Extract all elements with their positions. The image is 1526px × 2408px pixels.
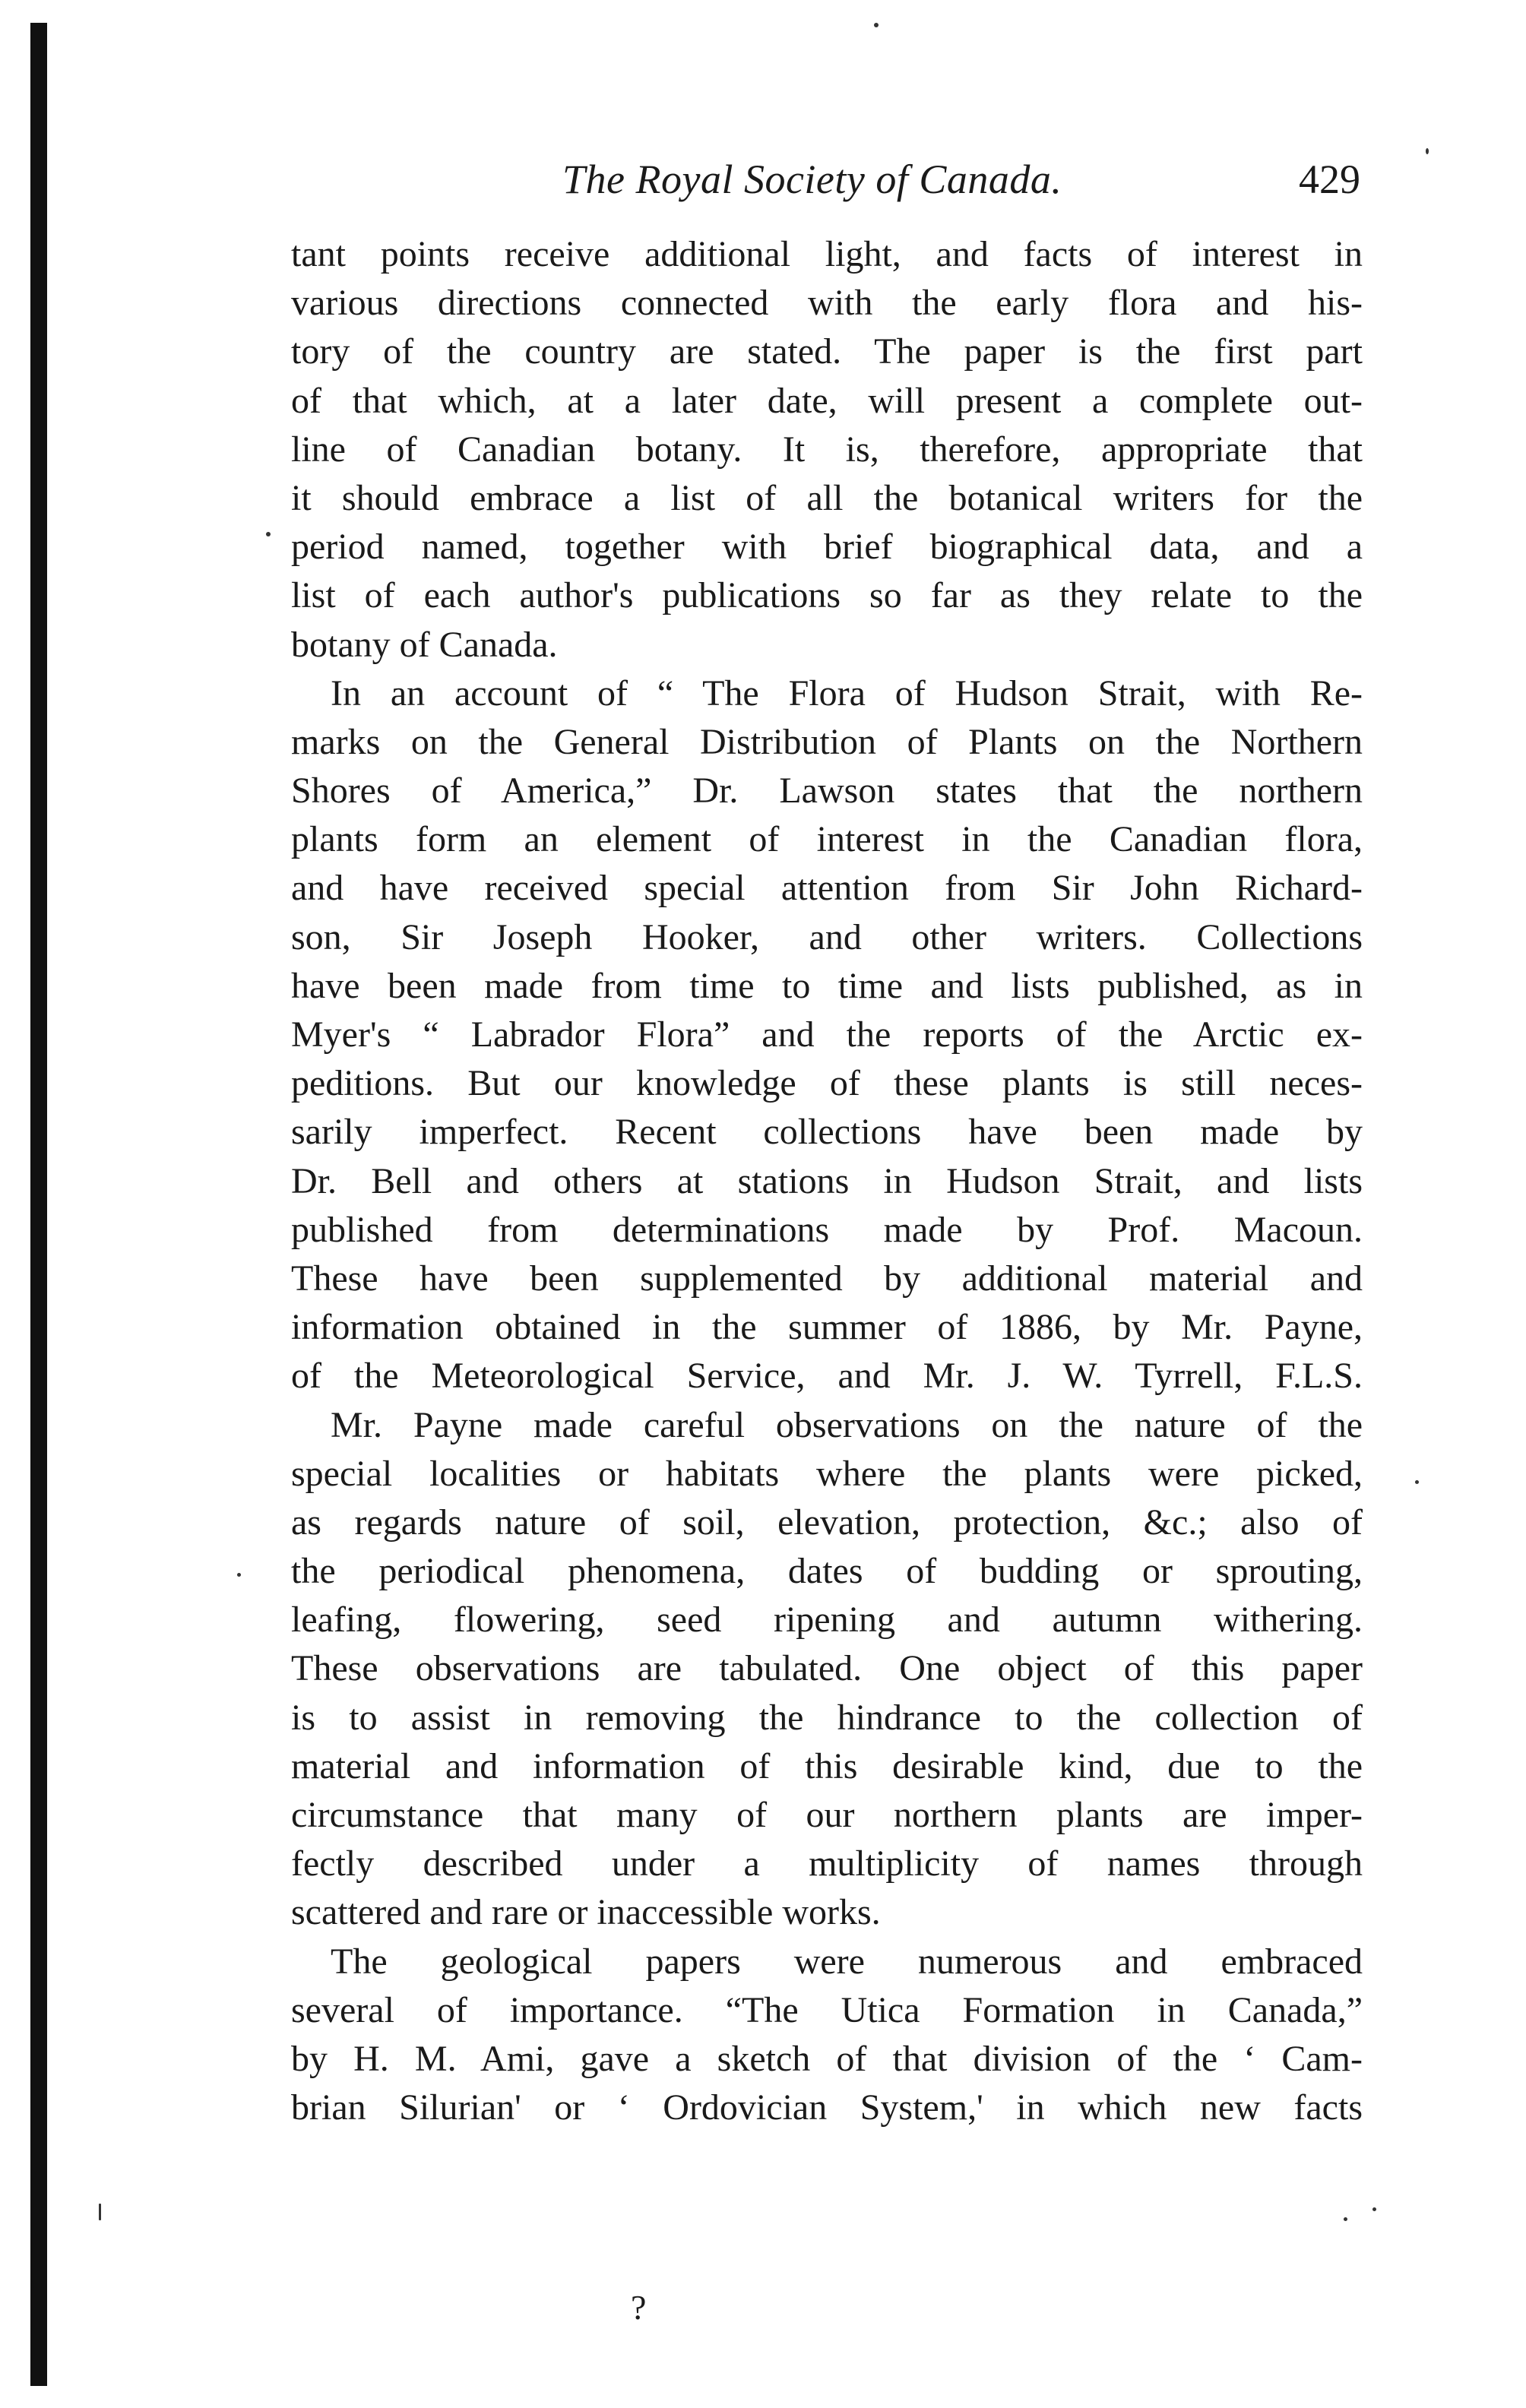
text-line: and have received special attention from Sir John Richard-	[291, 868, 1363, 909]
text-line: plants form an element of interest in the Canadian flora,	[291, 819, 1363, 860]
text-line: marks on the General Distribution of Plants on the Northern	[291, 721, 1363, 762]
text-line: various directions connected with the early flora and his-	[291, 283, 1363, 324]
text-line: circumstance that many of our northern plants are imper-	[291, 1795, 1363, 1835]
text-line: information obtained in the summer of 1886, by Mr. Payne,	[291, 1307, 1363, 1348]
text-line: of the Meteorological Service, and Mr. J. W. Tyrrell, F.L.S.	[291, 1356, 1363, 1397]
text-line: special localities or habitats where the plants were picked,	[291, 1453, 1363, 1494]
text-line: leafing, flowering, seed ripening and autumn withering.	[291, 1600, 1363, 1641]
ink-speck	[1344, 2217, 1347, 2221]
text-line: Mr. Payne made careful observations on the nature of the	[331, 1404, 1363, 1445]
text-line: scattered and rare or inaccessible works.	[291, 1892, 881, 1933]
text-line: Shores of America,” Dr. Lawson states that the northern	[291, 770, 1363, 812]
text-line: In an account of “ The Flora of Hudson Strait, with Re-	[331, 672, 1363, 714]
text-line: botany of Canada.	[291, 624, 558, 665]
body-text	[291, 230, 1363, 2132]
running-title: The Royal Society of Canada.	[562, 157, 1062, 202]
binding-edge	[30, 23, 47, 2386]
text-line: The geological papers were numerous and embraced	[331, 1941, 1363, 1982]
text-line: son, Sir Joseph Hooker, and other writers. Collections	[291, 916, 1363, 957]
text-line: of that which, at a later date, will present a complete out-	[291, 380, 1363, 421]
folio-mark: ?	[631, 2288, 647, 2327]
text-line: fectly described under a multiplicity of names through	[291, 1843, 1363, 1884]
text-line: sarily imperfect. Recent collections have been made by	[291, 1112, 1363, 1153]
text-line: is to assist in removing the hindrance to the collection of	[291, 1697, 1363, 1738]
ink-speck	[1415, 1480, 1419, 1484]
text-line: tant points receive additional light, and facts of interest in	[291, 234, 1363, 274]
ink-speck	[874, 23, 879, 27]
text-line: peditions. But our knowledge of these plants is still neces-	[291, 1063, 1363, 1104]
text-line: These have been supplemented by additional material and	[291, 1258, 1363, 1299]
ink-speck	[99, 2204, 101, 2220]
text-line: published from determinations made by Prof. Macoun.	[291, 1209, 1363, 1250]
ink-speck	[1426, 148, 1429, 154]
text-line: it should embrace a list of all the botanical writers for the	[291, 477, 1363, 518]
text-line: line of Canadian botany. It is, therefore, appropriate that	[291, 429, 1363, 470]
text-line: several of importance. “The Utica Formation in Canada,”	[291, 1989, 1363, 2030]
text-line: the periodical phenomena, dates of budding or sprouting,	[291, 1551, 1363, 1592]
ink-speck	[266, 532, 271, 536]
text-line: Dr. Bell and others at stations in Hudson Strait, and lists	[291, 1160, 1363, 1201]
text-line: These observations are tabulated. One object of this paper	[291, 1648, 1363, 1689]
text-line: period named, together with brief biographical data, and a	[291, 527, 1363, 568]
text-line: list of each author's publications so far as they relate to the	[291, 575, 1363, 616]
text-line: brian Silurian' or ‘ Ordovician System,' in which new facts	[291, 2087, 1363, 2128]
text-line: material and information of this desirable kind, due to the	[291, 1745, 1363, 1786]
text-line: by H. M. Ami, gave a sketch of that division of the ‘ Cam-	[291, 2038, 1363, 2079]
text-line: Myer's “ Labrador Flora” and the reports of the Arctic ex-	[291, 1014, 1363, 1055]
text-line: have been made from time to time and lists published, as in	[291, 965, 1363, 1006]
page-number: 429	[1299, 157, 1360, 202]
ink-speck	[1372, 2207, 1376, 2211]
text-line: as regards nature of soil, elevation, protection, &c.; also of	[291, 1501, 1363, 1543]
running-head	[289, 156, 1360, 217]
text-line: tory of the country are stated. The paper is the first part	[291, 331, 1363, 372]
ink-speck	[237, 1573, 241, 1577]
